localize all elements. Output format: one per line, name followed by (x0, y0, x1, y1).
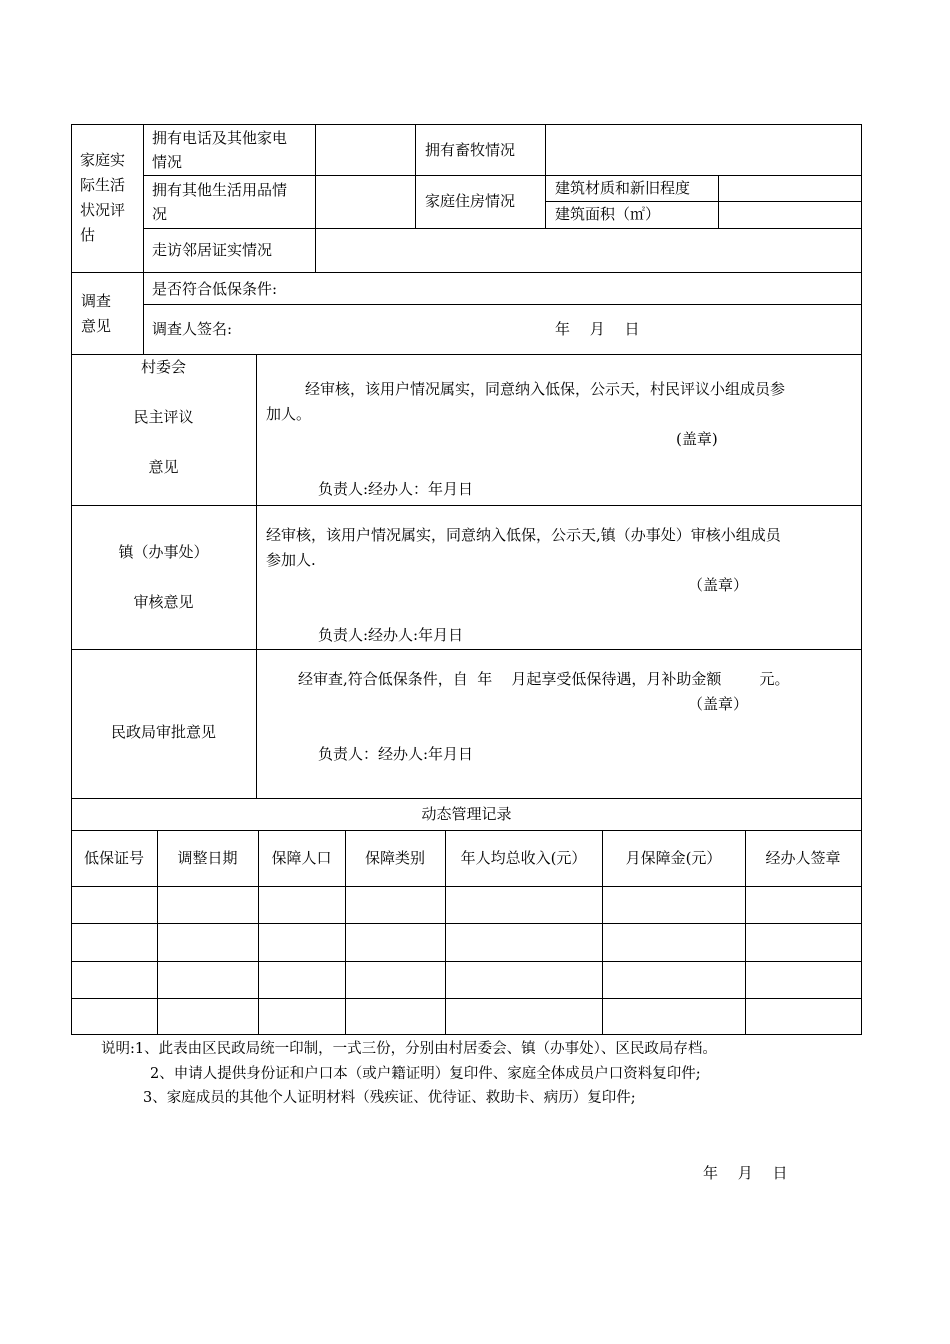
border-line (71, 272, 862, 273)
border-line (415, 124, 416, 228)
records-header-adjust-date: 调整日期 (177, 849, 238, 867)
livestock-field[interactable] (546, 125, 860, 174)
village-label-line1: 村委会 (140, 358, 186, 376)
records-header-population: 保障人口 (271, 849, 332, 867)
border-line (71, 354, 862, 355)
town-opinion-text-line2: 参加人. (266, 551, 316, 569)
building-area-field[interactable] (719, 202, 860, 227)
other-goods-label-line1: 拥有其他生活用品情 (152, 181, 288, 199)
border-line (71, 649, 862, 650)
table-row[interactable] (72, 924, 861, 961)
border-line (71, 830, 862, 831)
building-area-label: 建筑面积（㎡） (555, 205, 661, 223)
records-header-category: 保障类别 (364, 849, 425, 867)
phone-appliances-field[interactable] (316, 125, 414, 174)
survey-label-line2: 意见 (81, 317, 112, 335)
civil-opinion-text: 经审查,符合低保条件，自 年 月起享受低保待遇，月补助金额 元。 (298, 670, 790, 688)
table-row[interactable] (72, 962, 861, 998)
note-line-1: 说明:1、此表由区民政局统一印制，一式三份，分别由村居委会、镇（办事处）、区民政局存档。 (101, 1041, 717, 1057)
building-material-field[interactable] (719, 176, 860, 200)
town-opinion-text-line1: 经审核，该用户情况属实，同意纳入低保，公示天,镇（办事处）审核小组成员 (266, 526, 781, 544)
border-line (71, 1034, 862, 1035)
survey-label-line1: 调查 (81, 292, 112, 310)
town-signers: 负责人:经办人:年月日 (318, 626, 464, 644)
note-line-2: 2、申请人提供身份证和户口本（或户籍证明）复印件、家庭全体成员户口资料复印件; (150, 1066, 701, 1082)
records-header-handler-signature: 经办人签章 (765, 849, 841, 867)
survey-date: 年 月 日 (555, 320, 640, 338)
phone-appliances-label-line1: 拥有电话及其他家电 (152, 129, 288, 147)
border-line (256, 354, 257, 798)
village-opinion-text-line2: 加人。 (266, 405, 312, 423)
civil-seal: （盖章） (688, 695, 749, 713)
eligibility-question: 是否符合低保条件: (152, 280, 278, 298)
building-material-label: 建筑材质和新旧程度 (555, 179, 691, 197)
note-line-3: 3、家庭成员的其他个人证明材料（残疾证、优待证、救助卡、病历）复印件; (143, 1090, 636, 1106)
village-opinion-text-line1: 经审核，该用户情况属实，同意纳入低保，公示天，村民评议小组成员参 (305, 380, 786, 398)
livestock-label: 拥有畜牧情况 (425, 141, 516, 159)
table-row[interactable] (72, 999, 861, 1034)
housing-label: 家庭住房情况 (425, 192, 516, 210)
town-label-line1: 镇（办事处） (118, 543, 209, 561)
neighbor-verification-label: 走访邻居证实情况 (152, 241, 273, 259)
village-signers: 负责人:经办人：年月日 (318, 480, 474, 498)
other-goods-field[interactable] (316, 176, 414, 227)
records-header-income: 年人均总收入(元） (460, 849, 587, 867)
household-assessment-label: 家庭实际生活状况评估 (80, 151, 126, 244)
town-seal: （盖章） (688, 576, 749, 594)
investigator-signature-label: 调查人签名: (152, 320, 233, 338)
records-title: 动态管理记录 (421, 805, 512, 823)
border-line (143, 124, 144, 354)
footer-date: 年 月 日 (703, 1164, 788, 1182)
records-header-cert-no: 低保证号 (83, 849, 144, 867)
phone-appliances-label-line2: 情况 (152, 153, 183, 171)
civil-signers: 负责人：经办人:年月日 (318, 745, 474, 763)
village-label-line2: 民主评议 (133, 408, 194, 426)
border-line (143, 304, 861, 305)
town-label-line2: 审核意见 (133, 593, 194, 611)
table-row[interactable] (72, 887, 861, 923)
other-goods-label-line2: 况 (152, 205, 168, 223)
civil-bureau-label: 民政局审批意见 (110, 723, 216, 741)
village-label-line3: 意见 (148, 458, 179, 476)
village-seal: (盖章) (676, 430, 718, 448)
neighbor-verification-field[interactable] (316, 229, 860, 271)
border-line (71, 505, 862, 506)
border-line (71, 798, 862, 799)
border-line (861, 124, 862, 1035)
records-header-monthly-allowance: 月保障金(元） (625, 849, 722, 867)
